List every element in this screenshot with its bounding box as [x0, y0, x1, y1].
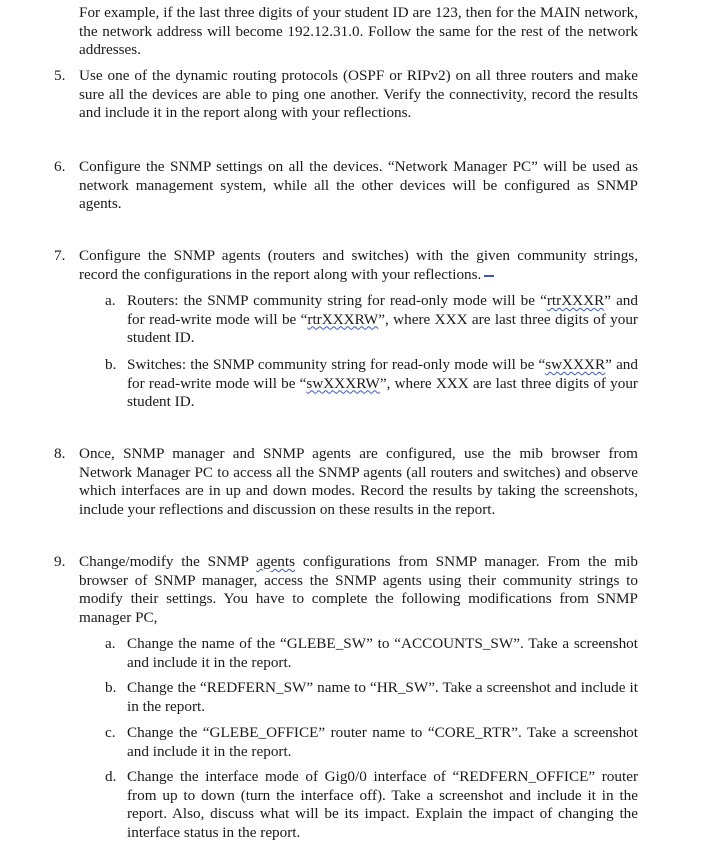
spellcheck-word: rtrXXXR [546, 292, 605, 309]
item-6-number: 6. [54, 158, 66, 175]
item-8-text: Once, SNMP manager and SNMP agents are configured, use the mib browser from Network Manager PC to access all the SNMP agents (all routers and switches) and observe which interfaces are in up and down modes. Record the results by taking the screenshots, include your reflections and discussion on these results in the report. [79, 445, 638, 518]
item-8-number: 8. [54, 445, 66, 462]
return-arrow-icon [484, 269, 494, 277]
item-9c-text: Change the “GLEBE_OFFICE” router name to “CORE_RTR”. Take a screenshot and include it in the report. [127, 724, 638, 760]
item-7a-letter: a. [105, 292, 116, 309]
item-9-text: Change/modify the SNMP agents configurations from SNMP manager. From the mib browser of SNMP manager, access the SNMP agents using their community strings to modify their settings. You have to complete the following modifications from SNMP manager PC, [79, 553, 638, 626]
item-9b-letter: b. [105, 679, 117, 696]
spellcheck-word: swXXXR [545, 356, 606, 373]
item-5-text: Use one of the dynamic routing protocols (OSPF or RIPv2) on all three routers and make sure all the devices are able to ping one another. Verify the connectivity, record the results and include it in the report along with your reflections. [79, 67, 638, 122]
item-5-number: 5. [54, 67, 66, 84]
item-7a-text: Routers: the SNMP community string for read-only mode will be “rtrXXXR” and for read-write mode will be “rtrXXXRW”, where XXX are last three digits of your student ID. [127, 292, 638, 347]
item-7-text-content: Configure the SNMP agents (routers and switches) with the given community strings, record the configurations in the report along with your reflections. [79, 247, 638, 283]
item-6-text: Configure the SNMP settings on all the devices. “Network Manager PC” will be used as network management system, while all the other devices will be configured as SNMP agents. [79, 158, 638, 213]
item-9a-letter: a. [105, 635, 116, 652]
item-7-number: 7. [54, 247, 66, 264]
item-7b-text: Switches: the SNMP community string for read-only mode will be “swXXXR” and for read-write mode will be “swXXXRW”, where XXX are last three digits of your student ID. [127, 356, 638, 411]
item-9d-letter: d. [105, 768, 117, 785]
item-9c-letter: c. [105, 724, 116, 741]
item-7-text [79, 247, 638, 284]
intro-paragraph: For example, if the last three digits of your student ID are 123, then for the MAIN network, the network address will become 192.12.31.0. Follow the same for the rest of the network addresses. [79, 4, 638, 59]
item-9b-text: Change the “REDFERN_SW” name to “HR_SW”. Take a screenshot and include it in the report. [127, 679, 638, 715]
item-9d-text: Change the interface mode of Gig0/0 interface of “REDFERN_OFFICE” router from up to down (turn the interface off). Take a screenshot and include it in the report. Also, discuss what will be its impact. Explain the impact of changing the interface status in the report. [127, 768, 638, 841]
spellcheck-word: agents [256, 553, 296, 570]
item-9-number: 9. [54, 553, 66, 570]
item-9a-text: Change the name of the “GLEBE_SW” to “ACCOUNTS_SW”. Take a screenshot and include it in the report. [127, 635, 638, 671]
spellcheck-word: swXXXRW [306, 374, 380, 392]
spellcheck-word: rtrXXXRW [307, 310, 379, 328]
item-7b-letter: b. [105, 356, 117, 373]
